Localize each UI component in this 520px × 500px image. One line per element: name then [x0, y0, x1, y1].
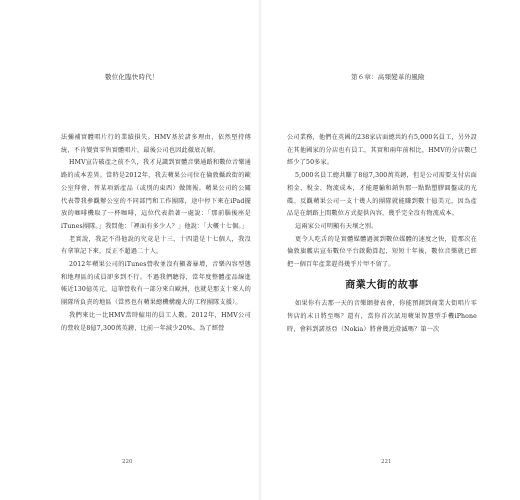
paragraph: 5,000名員工總共賺了8億7,300萬英鎊，但是公司需要支付店面租金、稅金、物流成本，才能運輸和銷售那一點點塑膠圓盤或的光碟。反觀蘋果公司一支十幾人的團隊就能賺到數十億美元，因為產品是在網路上間數位方式提供內容，幾乎完全沒有物流成本。 — [287, 172, 477, 218]
paragraph: HMV宣告破產之前不久，我才見識到實體音樂通路和數位音樂通路的成本差異。當時是2012年，我去蘋果公司位在倫敦攝政街的歐公室拜會，替某項新產品（或別的東西）做簡報。蘋果公司的公關代表帶我參觀辦公室的不同部門和工作團隊，途中停下來在iPad擺放的咖啡機取了一杯咖啡，這位代表指著一處說：「那前腦後座是iTunes團隊。」我問他：「裡面有多少人？」他說：「大概十七個。」 — [61, 159, 251, 230]
paragraph: 如果你有去那一天的音樂網發表會，你能預測到商業大街唱片零售店的末日將至嗎？還有，當你首次試用蘋果智慧型手機iPhone時，會料到諾基亞（Nokia）將會幾近澄滅嗎？第一次 — [287, 300, 477, 333]
right-page-body — [287, 132, 477, 337]
running-head: 數位化臨快時代！ — [105, 73, 159, 81]
paragraph: 更令人吃舌的是實體媒體過渡到數位媒體的速度之快，從那次在倫敦旗艦店宣布數位平台啟動算起，短短十年後，數位音樂就已經把一個百年產業趕得幾乎片甲不留了。 — [287, 235, 477, 269]
paragraph: 這兩家公司明顯有天壤之別。 — [295, 222, 378, 230]
paragraph: 老實說，我記不得他說的究竟是十三、十四還是十七個人，我沒有拿筆記下來，反正不超過二十人。 — [61, 235, 251, 256]
paragraph: 法彌補實體唱片行的業績損失。HMV基於諸多理由，依然堅持傳統，不肯變賣零售實體唱片，最後公司也因此徹底瓦解。 — [61, 134, 251, 154]
right-page — [260, 0, 520, 500]
page-number: 220 — [122, 459, 133, 465]
left-page-body — [61, 132, 251, 335]
paragraph: 我們來比一比HMV當時僱用的員工人數。2012年，HMV公司的營收是8億7,300萬英鎊，比前一年減少20%。為了經營 — [61, 311, 251, 332]
running-head: 第６章：高頻變革的風險 — [351, 73, 425, 81]
paragraph: 2012年蘋果公司的iTunes營收並沒有顯著暴增，音樂內容型態和地理區的成員卻多到不行。不過我們聽得，當年度整體產品線進帳近130億英元，這筆營收有一部分來自歐洲，也就是那支十來人的團隊所負責的地區（當然也有蘋果總機構龐大的工程團隊支援）。 — [61, 261, 251, 307]
page-number: 221 — [381, 459, 392, 465]
section-heading: 商業大街的故事 — [345, 279, 419, 291]
paragraph: 公司業務，他們在英國的238家店面總共約有5,000名員工，另外設在其他國家的分店也有員工，其實和兩年前相比，HMV的分店數已經少了50多家。 — [287, 134, 477, 167]
